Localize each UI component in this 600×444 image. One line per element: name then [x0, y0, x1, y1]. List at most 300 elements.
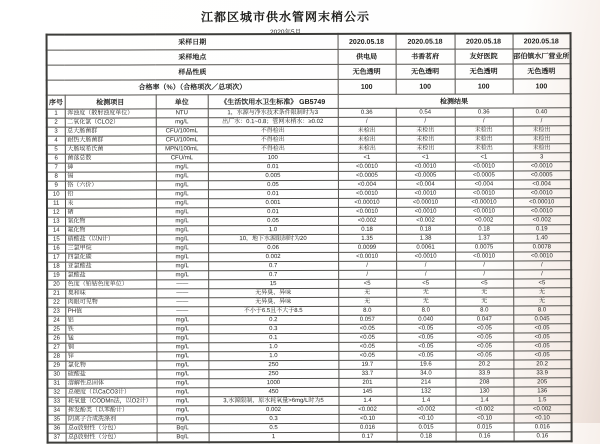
item-cell: 臭和味 [65, 289, 156, 298]
item-cell: 锰 [65, 334, 156, 343]
row-index-cell: 29 [47, 361, 65, 370]
item-cell: 四氯化碳 [65, 253, 156, 262]
row-index-cell: 16 [47, 244, 65, 253]
standard-cell: 0.5 [209, 423, 339, 432]
row-index-cell: 21 [47, 289, 65, 298]
unit-cell: CFU/100mL [156, 127, 208, 136]
info-value: 无色透明 [338, 64, 396, 79]
result-cell: <0.05 [338, 324, 396, 333]
result-cell: 34.0 [396, 369, 455, 378]
row-index-cell: 14 [47, 226, 65, 235]
unit-cell: mg/L [156, 316, 208, 325]
result-cell: / [513, 117, 571, 126]
result-cell: <0.05 [338, 342, 396, 351]
col-results-header: 检测结果 [338, 94, 571, 109]
result-cell: 145 [338, 387, 396, 396]
result-cell: 无 [455, 297, 513, 306]
result-cell: <0.002 [513, 216, 571, 225]
row-index-cell: 30 [47, 370, 65, 379]
result-cell: 0.0099 [338, 243, 396, 252]
result-cell: <0.0010 [455, 189, 513, 198]
result-cell: <0.0010 [338, 207, 396, 216]
result-cell: <0.0010 [338, 189, 396, 198]
standard-cell: 0.3 [208, 324, 338, 333]
result-cell: 33.9 [455, 369, 513, 378]
result-cell: 0.17 [339, 432, 397, 442]
result-cell: 0.016 [514, 423, 572, 432]
unit-cell: mg/L [156, 379, 208, 388]
unit-cell: CFU/100mL [156, 136, 208, 145]
info-row [47, 33, 571, 50]
unit-cell: mg/L [156, 352, 208, 361]
unit-cell: CFU/mL [156, 154, 208, 163]
info-label: 采样地点 [47, 49, 338, 65]
info-value: 书香茗府 [396, 49, 455, 64]
item-cell: 亚氯酸盐 [65, 262, 156, 271]
row-index-cell: 13 [47, 217, 65, 226]
result-cell: 0.015 [456, 423, 514, 432]
result-cell: 未检出 [396, 135, 455, 144]
result-cell: 未检出 [513, 135, 571, 144]
result-cell: <0.004 [455, 180, 513, 189]
row-index-cell: 35 [48, 415, 66, 424]
result-cell: 0.16 [514, 432, 572, 442]
unit-cell: —— [156, 289, 208, 298]
result-cell: 未检出 [396, 144, 455, 153]
result-cell: <0.05 [455, 324, 513, 333]
result-cell: 未检出 [338, 126, 396, 135]
result-cell: <0.05 [396, 342, 455, 351]
item-cell: 总α放射性（分包） [66, 424, 157, 433]
standard-cell: 1 [209, 432, 339, 442]
item-cell: 硒 [65, 208, 156, 217]
unit-cell: Bq/L [157, 424, 209, 433]
result-cell: 205 [513, 378, 571, 387]
result-cell: <5 [455, 279, 513, 288]
standard-cell: 出厂水：0.1~0.8；管网末梢水：≥0.02 [208, 117, 338, 126]
result-cell: 未检出 [513, 126, 571, 135]
row-index-cell: 18 [47, 262, 65, 271]
row-index-cell: 19 [47, 271, 65, 280]
result-cell: 无 [338, 297, 396, 306]
item-cell: 色度（铂钴色度单位） [65, 280, 156, 289]
result-cell: <0.00010 [455, 198, 513, 207]
result-cell: / [513, 261, 571, 270]
result-cell: <5 [396, 279, 455, 288]
result-cell: <0.0005 [338, 171, 396, 180]
result-cell: 无 [338, 288, 396, 297]
info-value: 2020.05.18 [455, 33, 513, 49]
item-cell: 耐热大肠菌群 [65, 136, 156, 145]
standard-cell: 0.01 [208, 189, 338, 198]
unit-cell: —— [156, 307, 208, 316]
unit-cell: mg/L [156, 217, 208, 226]
result-cell: 0.18 [455, 225, 513, 234]
result-cell: <0.0010 [513, 162, 571, 171]
result-cell: <0.05 [396, 351, 455, 360]
standard-cell: 250 [208, 369, 338, 378]
result-cell: <0.0010 [455, 162, 513, 171]
unit-cell: mg/L [156, 397, 208, 406]
result-cell: <0.05 [513, 333, 571, 342]
standard-cell: 0.002 [208, 252, 338, 261]
result-cell: 无 [396, 297, 455, 306]
item-cell: 总β放射性（分包） [66, 433, 157, 443]
result-cell: <0.05 [455, 351, 513, 360]
unit-cell: mg/L [156, 361, 208, 370]
info-row [47, 79, 571, 95]
result-cell: 0.016 [339, 423, 397, 432]
info-value: 无色透明 [396, 64, 455, 79]
result-cell: 1.40 [513, 234, 571, 243]
result-cell: <0.0010 [396, 207, 455, 216]
item-cell: 铝 [65, 316, 156, 325]
result-cell: <0.004 [396, 180, 455, 189]
row-index-cell: 20 [47, 280, 65, 289]
standard-cell: 无异臭、异味 [208, 288, 338, 297]
result-cell: <5 [338, 279, 396, 288]
info-value: 无色透明 [513, 64, 571, 79]
result-cell: 未检出 [513, 144, 571, 153]
result-cell: / [396, 270, 455, 279]
standard-cell: 1，水源与净水技术条件限制时为3 [208, 108, 338, 117]
col-item-header: 检测项目 [65, 95, 156, 109]
item-cell: 挥发酚类（以苯酚计） [66, 406, 157, 415]
result-cell: <0.10 [397, 414, 456, 423]
result-cell: <0.10 [456, 414, 514, 423]
standard-cell: 100 [208, 153, 338, 162]
result-cell: 未检出 [455, 144, 513, 153]
info-value: 100 [513, 79, 571, 94]
info-value: 无色透明 [455, 64, 513, 79]
standard-cell: 0.01 [208, 207, 338, 216]
standard-cell: 10，地下水源限制时为20 [208, 234, 338, 243]
result-cell: 20.2 [455, 360, 513, 369]
result-cell: 0.0078 [513, 243, 571, 252]
result-cell: <0.0010 [396, 189, 455, 198]
result-cell: 136 [513, 387, 571, 396]
row-index-cell: 10 [47, 190, 65, 199]
info-row [47, 49, 571, 65]
item-cell: 浑浊度（散射浊度单位） [65, 109, 156, 118]
unit-cell: mg/L [156, 235, 208, 244]
info-value: 100 [455, 79, 513, 94]
result-cell: 未检出 [338, 144, 396, 153]
result-cell: 未检出 [455, 126, 513, 135]
item-cell: 铬（六价） [65, 181, 156, 190]
result-cell: <0.0005 [513, 171, 571, 180]
item-cell: 总大肠菌群 [65, 127, 156, 136]
standard-cell: 0.002 [209, 405, 339, 414]
result-cell: / [338, 270, 396, 279]
info-value: 2020.05.18 [513, 33, 571, 49]
row-index-cell: 26 [47, 334, 65, 343]
result-cell: 8.0 [396, 306, 455, 315]
result-cell: / [338, 117, 396, 126]
standard-cell: 0.001 [208, 198, 338, 207]
item-cell: 总硬度（以CaCO3计） [65, 388, 156, 397]
result-cell: <1 [455, 153, 513, 162]
row-index-cell: 1 [47, 109, 65, 118]
unit-cell: mg/L [156, 343, 208, 352]
info-value: 100 [396, 79, 455, 94]
standard-cell: 不得检出 [208, 144, 338, 153]
row-index-cell: 9 [47, 181, 65, 190]
result-cell: 0.18 [397, 432, 456, 442]
result-cell: <0.0005 [396, 171, 455, 180]
result-cell: 1.38 [396, 234, 455, 243]
result-cell: <0.0010 [455, 252, 513, 261]
standard-cell: 1000 [208, 378, 338, 387]
result-cell: 0.040 [396, 315, 455, 324]
unit-cell: mg/L [156, 244, 208, 253]
item-cell: 铁 [65, 325, 156, 334]
result-cell: / [455, 117, 513, 126]
info-value: 2020.05.18 [396, 34, 455, 50]
column-header-row [47, 94, 571, 109]
result-cell: <0.004 [513, 180, 571, 189]
result-cell: <0.002 [339, 405, 397, 414]
result-cell: <0.00010 [396, 198, 455, 207]
item-cell: 硫酸盐 [65, 370, 156, 379]
result-cell: <1 [396, 153, 455, 162]
info-value: 100 [338, 79, 396, 94]
item-cell: 肉眼可见物 [65, 298, 156, 307]
row-index-cell: 31 [47, 379, 65, 388]
result-cell: <0.05 [513, 324, 571, 333]
row-index-cell: 2 [47, 118, 65, 127]
row-index-cell: 8 [47, 172, 65, 181]
result-cell: 33.9 [513, 369, 571, 378]
result-cell: 0.36 [455, 108, 513, 117]
result-cell: <0.10 [339, 414, 397, 423]
water-quality-table [46, 32, 573, 443]
result-cell: / [455, 261, 513, 270]
unit-cell: NTU [156, 109, 208, 118]
unit-cell: mg/L [156, 208, 208, 217]
result-cell: 1.4 [338, 396, 396, 405]
standard-cell: 0.7 [208, 270, 338, 279]
standard-cell: 不得检出 [208, 126, 338, 135]
row-index-cell: 22 [47, 298, 65, 307]
unit-cell: mg/L [156, 172, 208, 181]
item-cell: 氰化物 [65, 217, 156, 226]
standard-cell: 450 [208, 387, 338, 396]
result-cell: 201 [338, 378, 396, 387]
unit-cell: mg/L [157, 406, 209, 415]
result-cell: <0.002 [396, 216, 455, 225]
result-cell: 1.5 [513, 396, 571, 405]
result-cell: <0.00010 [513, 198, 571, 207]
row-index-cell: 27 [47, 343, 65, 352]
result-cell: / [455, 270, 513, 279]
result-cell: <0.0010 [338, 252, 396, 261]
result-cell: <5 [513, 279, 571, 288]
page-title: 江都区城市供水管网末梢公示 [200, 9, 371, 25]
row-index-cell: 7 [47, 163, 65, 172]
standard-cell: 1.0 [208, 351, 338, 360]
result-cell: 208 [455, 378, 513, 387]
result-cell: <0.002 [338, 216, 396, 225]
unit-cell: mg/L [156, 199, 208, 208]
result-cell: 0.18 [396, 225, 455, 234]
result-cell: 214 [396, 378, 455, 387]
result-cell: <0.002 [456, 405, 514, 414]
item-cell: 氟化物 [65, 226, 156, 235]
row-index-cell: 34 [48, 406, 66, 415]
result-cell: 无 [455, 288, 513, 297]
unit-cell: mg/L [156, 118, 208, 127]
row-index-cell: 17 [47, 253, 65, 262]
result-cell: 0.0061 [396, 243, 455, 252]
standard-cell: 250 [208, 360, 338, 369]
result-cell: <0.0010 [513, 189, 571, 198]
row-index-cell: 23 [47, 307, 65, 316]
result-cell: 20.2 [513, 360, 571, 369]
row-index-cell: 3 [47, 127, 65, 136]
row-index-cell: 28 [47, 352, 65, 361]
result-cell: 8.0 [338, 306, 396, 315]
item-cell: 大肠埃希氏菌 [65, 145, 156, 154]
result-cell: / [396, 117, 455, 126]
result-cell: <0.05 [338, 351, 396, 360]
col-unit-header: 单位 [156, 95, 208, 109]
result-cell: <0.05 [455, 342, 513, 351]
unit-cell: mg/L [156, 253, 208, 262]
result-cell: 无 [513, 288, 571, 297]
result-cell: <0.0010 [396, 252, 455, 261]
item-cell: 氯酸盐 [65, 271, 156, 280]
result-cell: <0.0010 [338, 162, 396, 171]
standard-cell: 0.3 [209, 414, 339, 423]
result-cell: <1 [338, 153, 396, 162]
result-cell: 0.18 [338, 225, 396, 234]
result-cell: 19.6 [396, 360, 455, 369]
result-cell: 1.4 [455, 396, 513, 405]
result-cell: 19.7 [338, 360, 396, 369]
unit-cell: mg/L [156, 262, 208, 271]
unit-cell: mg/L [156, 190, 208, 199]
row-index-cell: 24 [47, 316, 65, 325]
standard-cell: 15 [208, 279, 338, 288]
result-cell: 132 [396, 387, 455, 396]
row-index-cell: 33 [47, 397, 65, 406]
result-cell: 3 [513, 153, 571, 162]
col-standard-header: 《生活饮用水卫生标准》 GB5749 [208, 94, 338, 108]
result-cell: 8.0 [513, 306, 571, 315]
result-cell: 0.36 [338, 108, 396, 117]
standard-cell: 0.06 [208, 243, 338, 252]
standard-cell: 0.05 [208, 216, 338, 225]
result-cell: <0.0010 [396, 162, 455, 171]
result-cell: 0.015 [397, 423, 456, 432]
item-cell: 阴离子合成洗涤剂 [66, 415, 157, 424]
unit-cell: MPN/100mL [156, 145, 208, 154]
item-cell: 砷 [65, 163, 156, 172]
item-cell: 三氯甲烷 [65, 244, 156, 253]
result-cell: <0.05 [338, 333, 396, 342]
info-label: 合格率（%）（合格项次／总项次） [47, 79, 338, 95]
info-value: 友好医院 [455, 49, 513, 64]
item-cell: 硝酸盐（以N计） [65, 235, 156, 244]
unit-cell: mg/L [156, 370, 208, 379]
col-index-header: 序号 [47, 95, 65, 109]
item-cell: 汞 [65, 199, 156, 208]
row-index-cell: 5 [47, 145, 65, 154]
item-cell: 氯化物 [65, 361, 156, 370]
row-index-cell: 12 [47, 208, 65, 217]
result-cell: 无 [396, 288, 455, 297]
result-cell: <0.05 [396, 333, 455, 342]
result-cell: 1.37 [455, 234, 513, 243]
page-subtitle: 2020年5月 [269, 28, 302, 37]
unit-cell: mg/L [156, 388, 208, 397]
result-cell: <0.0010 [455, 207, 513, 216]
result-cell: <0.002 [397, 405, 456, 414]
info-label: 样品性质 [47, 64, 338, 80]
result-cell: <0.0010 [513, 252, 571, 261]
standard-cell: 1.0 [208, 342, 338, 351]
row-index-cell: 11 [47, 199, 65, 208]
result-cell: 0.047 [455, 315, 513, 324]
result-cell: 0.045 [513, 315, 571, 324]
info-row [47, 64, 571, 80]
result-cell: <0.0010 [513, 207, 571, 216]
unit-cell: mg/L [156, 325, 208, 334]
row-index-cell: 6 [47, 154, 65, 163]
unit-cell: mg/L [156, 226, 208, 235]
result-cell: 0.54 [396, 108, 455, 117]
item-cell: PH值 [65, 307, 156, 316]
standard-cell: 不小于6.5且不大于8.5 [208, 306, 338, 315]
result-cell: / [338, 261, 396, 270]
result-cell: <0.0005 [455, 171, 513, 180]
info-value: 2020.05.18 [338, 34, 396, 50]
result-cell: <0.002 [455, 216, 513, 225]
result-cell: 未检出 [396, 126, 455, 135]
row-index-cell: 25 [47, 325, 65, 334]
unit-cell: mg/L [156, 163, 208, 172]
standard-cell: 1.0 [208, 225, 338, 234]
item-cell: 菌落总数 [65, 154, 156, 163]
item-cell: 溶解性总固体 [65, 379, 156, 388]
result-cell: 0.40 [513, 108, 571, 117]
item-cell: 铅 [65, 190, 156, 199]
standard-cell: 0.2 [208, 315, 338, 324]
unit-cell: Bq/L [157, 433, 209, 443]
unit-cell: —— [156, 298, 208, 307]
standard-cell: 3,水源限制，原水耗氧量>6mg/L时为5 [208, 396, 338, 405]
result-cell: / [513, 270, 571, 279]
standard-cell: 不得检出 [208, 135, 338, 144]
info-value: 邵伯镇水厂营业所 [513, 49, 571, 64]
result-cell: 8.0 [455, 306, 513, 315]
result-cell: 0.057 [338, 315, 396, 324]
result-cell: <0.05 [396, 324, 455, 333]
result-cell: / [396, 261, 455, 270]
unit-cell: mg/L [157, 415, 209, 424]
result-cell: 1.4 [396, 396, 455, 405]
result-cell: <0.002 [514, 405, 572, 414]
result-cell: 33.7 [338, 369, 396, 378]
row-index-cell: 32 [47, 388, 65, 397]
result-cell: <0.004 [338, 180, 396, 189]
item-cell: 二氧化氯（CLO2） [65, 118, 156, 127]
table-row [48, 432, 572, 443]
result-cell: <0.10 [514, 414, 572, 423]
unit-cell: mg/L [156, 334, 208, 343]
result-cell: 未检出 [338, 135, 396, 144]
